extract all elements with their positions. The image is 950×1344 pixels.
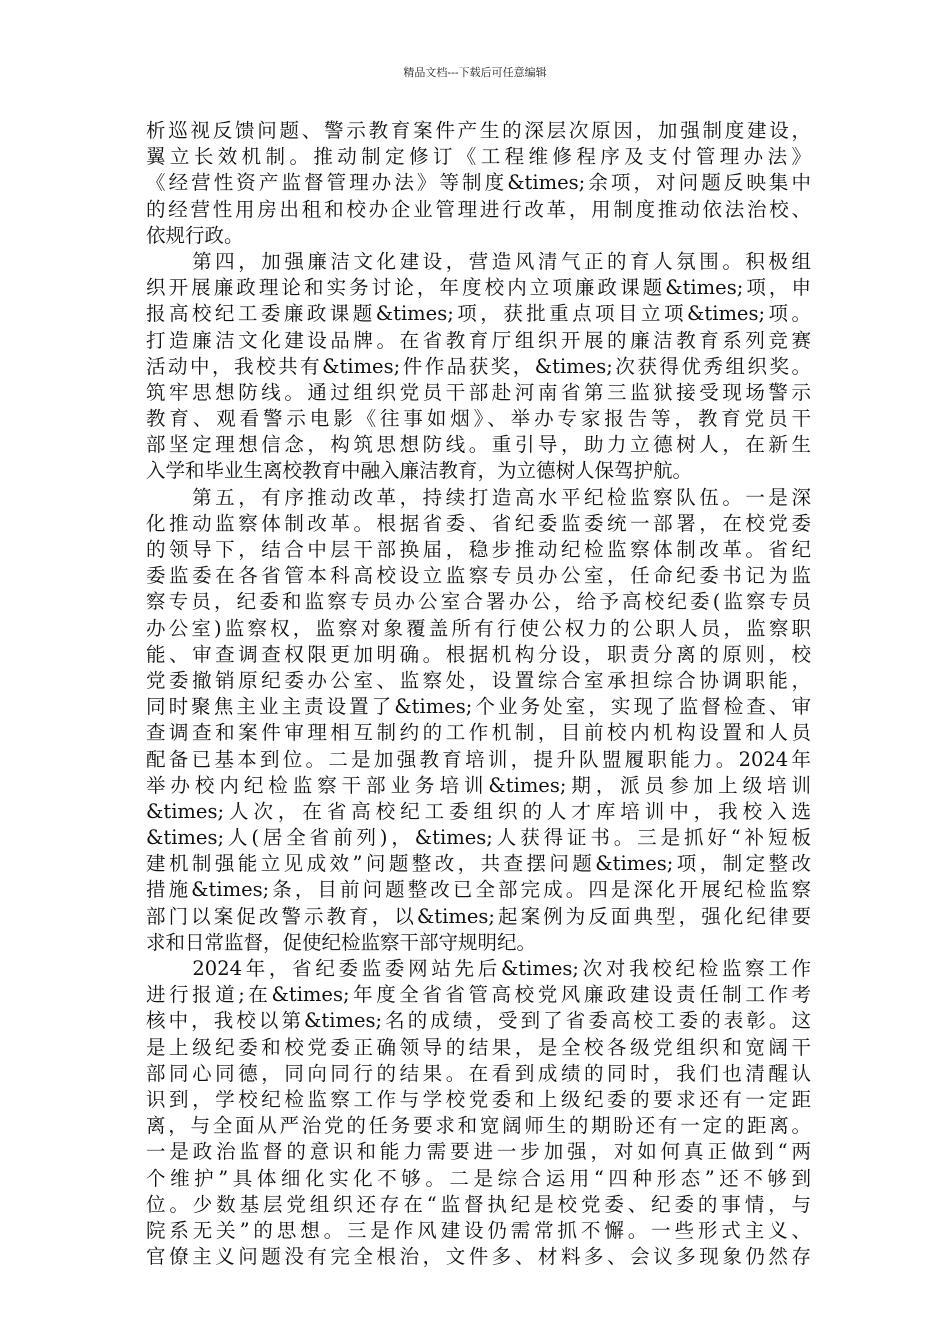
text-line: 报高校纪工委廉政课题&times;项，获批重点项目立项&times;项。 (146, 302, 811, 326)
text-line: 察专员，纪委和监察专员办公室合署办公，给予高校纪委(监察专员 (146, 590, 811, 614)
text-line: 进行报道;在&times;年度全省省管高校党风廉政建设责任制工作考 (146, 983, 811, 1007)
text-line: 化推动监察体制改革。根据省委、省纪委监委统一部署，在校党委 (146, 511, 811, 535)
text-line: 一是政治监督的意识和能力需要进一步加强，对如何真正做到“两 (146, 1140, 811, 1164)
text-line: 识到，学校纪检监察工作与学校党委和上级纪委的要求还有一定距 (146, 1087, 811, 1111)
text-line: 措施&times;条，目前问题整改已全部完成。四是深化开展纪检监察 (146, 878, 811, 902)
text-line: 部同心同德，同向同行的结果。在看到成绩的同时，我们也清醒认 (146, 1061, 811, 1085)
text-line: 的领导下，结合中层干部换届，稳步推动纪检监察体制改革。省纪 (146, 538, 811, 561)
text-line: 能、审查调查权限更加明确。根据机构分设，职责分离的原则，校 (146, 642, 811, 666)
text-line: 打造廉洁文化建设品牌。在省教育厅组织开展的廉洁教育系列竞赛 (146, 328, 811, 352)
text-line: 教育、观看警示电影《往事如烟》、举办专家报告等，教育党员干 (146, 407, 811, 431)
text-line: 官僚主义问题没有完全根治，文件多、材料多、会议多现象仍然存 (146, 1245, 811, 1269)
text-line: 析巡视反馈问题、警示教育案件产生的深层次原因，加强制度建设， (146, 119, 811, 142)
text-line: 举办校内纪检监察干部业务培训&times;期，派员参加上级培训 (146, 773, 811, 797)
text-line: 核中，我校以第&times;名的成绩，受到了省委高校工委的表彰。这 (146, 1009, 811, 1033)
text-line: 部门以案促改警示教育，以&times;起案例为反面典型，强化纪律要 (146, 904, 811, 928)
page-header: 精品文档---下载后可任意编辑 (403, 66, 547, 79)
text-line: 的经营性用房出租和校办企业管理进行改革，用制度推动依法治校、 (146, 197, 811, 221)
text-line: 求和日常监督，促使纪检监察干部守规明纪。 (146, 930, 537, 954)
text-line: 筑牢思想防线。通过组织党员干部赴河南省第三监狱接受现场警示 (146, 380, 811, 404)
text-line: 建机制强能立见成效”问题整改，共查摆问题&times;项，制定整改 (146, 852, 811, 876)
text-line: 查调查和案件审理相互制约的工作机制，目前校内机构设置和人员 (146, 721, 811, 745)
text-line: 同时聚焦主业主责设置了&times;个业务处室，实现了监督检查、审 (146, 695, 811, 719)
text-line: &times;人次，在省高校纪工委组织的人才库培训中，我校入选 (146, 799, 811, 823)
text-line: 入学和毕业生离校教育中融入廉洁教育，为立德树人保驾护航。 (146, 459, 693, 483)
text-line: 依规行政。 (146, 223, 244, 247)
text-line: 2024年，省纪委监委网站先后&times;次对我校纪检监察工作 (146, 957, 811, 980)
text-line: &times;人(居全省前列)，&times;人获得证书。三是抓好“补短板 (146, 826, 811, 850)
text-line: 第四，加强廉洁文化建设，营造风清气正的育人氛围。积极组 (146, 249, 811, 273)
text-line: 织开展廉政理论和实务讨论，年度校内立项廉政课题&times;项，申 (146, 276, 811, 300)
text-line: 办公室)监察权，监察对象覆盖所有行使公权力的公职人员，监察职 (146, 616, 811, 640)
text-line: 委监委在各省管本科高校设立监察专员办公室，任命纪委书记为监 (146, 564, 811, 588)
text-line: 个维护”具体细化实化不够。二是综合运用“四种形态”还不够到 (146, 1166, 811, 1190)
text-line: 活动中，我校共有&times;件作品获奖，&times;次获得优秀组织奖。 (146, 354, 811, 378)
text-line: 是上级纪委和校党委正确领导的结果，是全校各级党组织和宽阔干 (146, 1035, 811, 1059)
text-line: 《经营性资产监督管理办法》等制度&times;余项，对问题反映集中 (146, 171, 811, 195)
text-line: 翼立长效机制。推动制定修订《工程维修程序及支付管理办法》 (146, 145, 811, 169)
text-line: 党委撤销原纪委办公室、监察处，设置综合室承担综合协调职能， (146, 668, 811, 692)
text-line: 位。少数基层党组织还存在“监督执纪是校党委、纪委的事情，与 (146, 1192, 811, 1216)
document-body (146, 118, 811, 1270)
text-line: 配备已基本到位。二是加强教育培训，提升队盟履职能力。2024年 (146, 747, 811, 771)
text-line: 第五，有序推动改革，持续打造高水平纪检监察队伍。一是深 (146, 485, 811, 509)
text-line: 院系无关”的思想。三是作风建设仍需常抓不懈。一些形式主义、 (146, 1218, 811, 1242)
text-line: 部坚定理想信念，构筑思想防线。重引导，助力立德树人，在新生 (146, 433, 811, 457)
text-line: 离，与全面从严治党的任务要求和宽阔师生的期盼还有一定的距离。 (146, 1114, 811, 1138)
